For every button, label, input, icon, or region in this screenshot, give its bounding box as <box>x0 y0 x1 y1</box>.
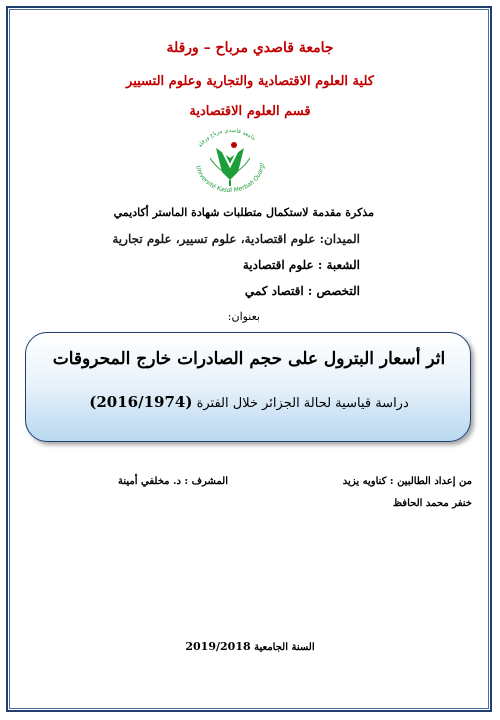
subtitle-years: (2016/1974) <box>89 393 193 411</box>
specialty-line: التخصص : اقتصاد كمي <box>244 284 360 298</box>
title-intro: بعنوان: <box>227 310 260 323</box>
thesis-subtitle <box>26 393 472 411</box>
university-logo <box>186 128 274 200</box>
student-2: خنفر محمد الحافظ <box>392 498 472 509</box>
logo-arc-latin: Université Kasdi Merbah Ouargl <box>194 162 266 195</box>
branch-line: الشعبة : علوم اقتصادية <box>242 258 360 272</box>
faculty-name: كلية العلوم الاقتصادية والتجارية وعلوم التسيير <box>126 74 374 89</box>
supervisor: المشرف : د. مخلفي أمينة <box>118 476 229 487</box>
academic-year-value: 2019/2018 <box>185 640 251 653</box>
thesis-title: اثر أسعار البترول على حجم الصادرات خارج المحروقات <box>52 349 446 369</box>
subtitle-text: دراسة قياسية لحالة الجزائر خلال الفترة <box>196 396 409 411</box>
title-box <box>25 332 471 442</box>
university-emblem-icon <box>186 128 274 200</box>
logo-arc-arabic: جامعة قاصدي مرباح ورقلة <box>197 128 257 149</box>
academic-year-label: السنة الجامعية <box>254 642 315 653</box>
prepared-by: من إعداد الطالبين : كناويه يزيد <box>342 476 472 487</box>
department-name: قسم العلوم الاقتصادية <box>189 104 311 119</box>
memo-label: مذكرة مقدمة لاستكمال متطلبات شهادة الماستر أكاديمي <box>113 206 374 219</box>
academic-year <box>0 640 500 653</box>
field-line: الميدان: علوم اقتصادية، علوم تسيير، علوم تجارية <box>112 232 360 246</box>
university-name: جامعة قاصدي مرباح – ورقلة <box>166 40 334 56</box>
